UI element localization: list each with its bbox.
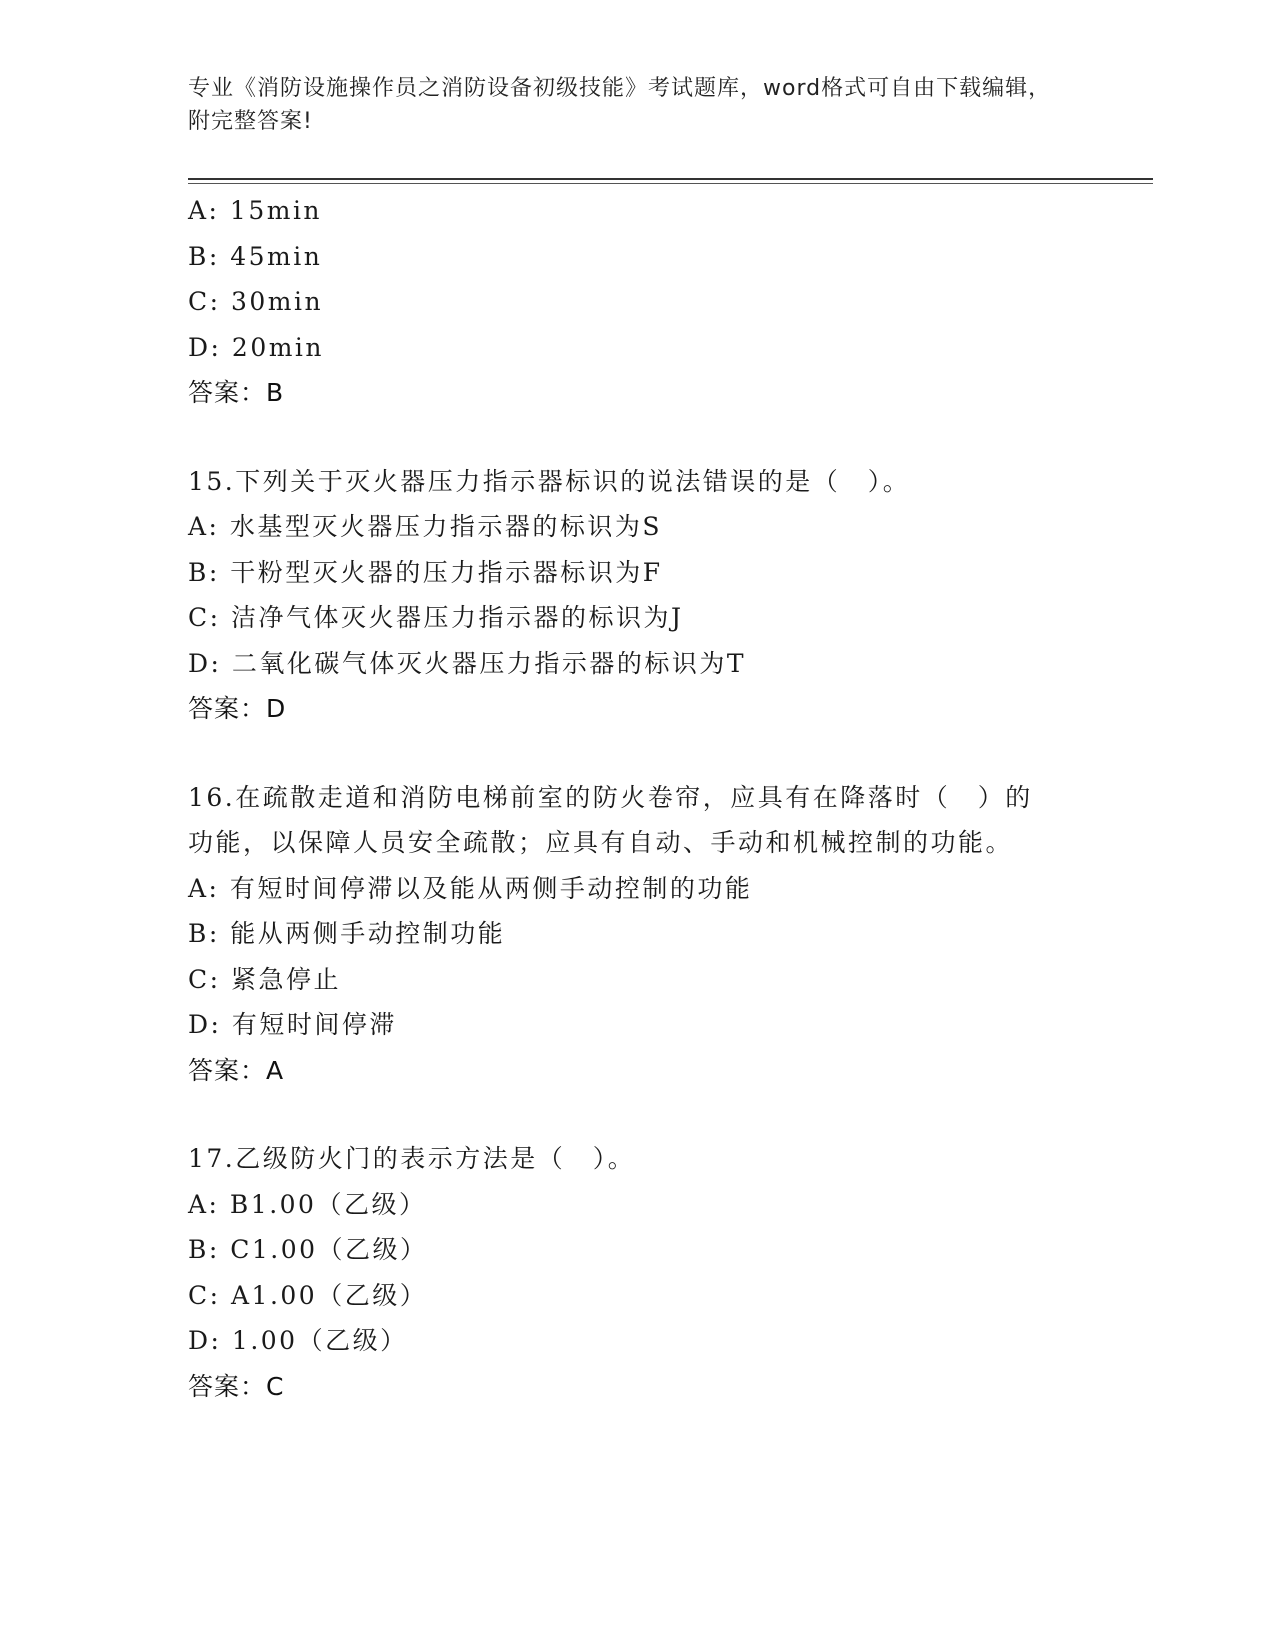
q17-option-a: A: B1.00（乙级） xyxy=(188,1189,427,1219)
question-15-block xyxy=(188,459,1088,732)
q15-option-a: A: 水基型灭火器压力指示器的标识为S xyxy=(188,512,663,541)
q16-answer: 答案：A xyxy=(188,1055,285,1085)
question-17-block xyxy=(188,1136,1088,1409)
q16-stem-line-1: 16.在疏散走道和消防电梯前室的防火卷帘，应具有在降落时（ ）的 xyxy=(188,782,1033,812)
q16-option-a: A: 有短时间停滞以及能从两侧手动控制的功能 xyxy=(188,873,753,903)
q15-stem: 15.下列关于灭火器压力指示器标识的说法错误的是（ ）。 xyxy=(188,466,911,496)
q16-option-b: B: 能从两侧手动控制功能 xyxy=(188,919,506,948)
q16-option-d: D: 有短时间停滞 xyxy=(188,1010,397,1039)
q17-stem: 17.乙级防火门的表示方法是（ ）。 xyxy=(188,1144,636,1173)
q14-option-c: C: 30min xyxy=(188,287,324,316)
q14-option-b: B: 45min xyxy=(188,241,323,271)
header-divider-thin xyxy=(188,183,1153,184)
q17-answer: 答案：C xyxy=(188,1371,285,1401)
q16-stem-line-2: 功能，以保障人员安全疏散；应具有自动、手动和机械控制的功能。 xyxy=(188,828,1014,857)
question-14-block xyxy=(188,188,1088,416)
q17-option-b: B: C1.00（乙级） xyxy=(188,1235,428,1264)
question-content xyxy=(188,188,1088,1409)
q14-option-d: D: 20min xyxy=(188,332,325,362)
q15-option-c: C: 洁净气体灭火器压力指示器的标识为J xyxy=(188,603,684,632)
q15-option-b: B: 干粉型灭火器的压力指示器标识为F xyxy=(188,557,663,587)
q16-option-c: C: 紧急停止 xyxy=(188,964,341,994)
q14-answer: 答案：B xyxy=(188,378,285,407)
header-divider-thick xyxy=(188,178,1153,180)
q14-option-a: A: 15min xyxy=(188,196,323,225)
q17-option-d: D: 1.00（乙级） xyxy=(188,1326,408,1355)
q17-option-c: C: A1.00（乙级） xyxy=(188,1280,428,1310)
q15-option-d: D: 二氧化碳气体灭火器压力指示器的标识为T xyxy=(188,648,747,678)
question-16-block xyxy=(188,775,1088,1094)
q15-answer: 答案：D xyxy=(188,694,287,723)
document-header-intro: 专业《消防设施操作员之消防设备初级技能》考试题库，word格式可自由下载编辑，附完整答案! xyxy=(188,76,1052,134)
